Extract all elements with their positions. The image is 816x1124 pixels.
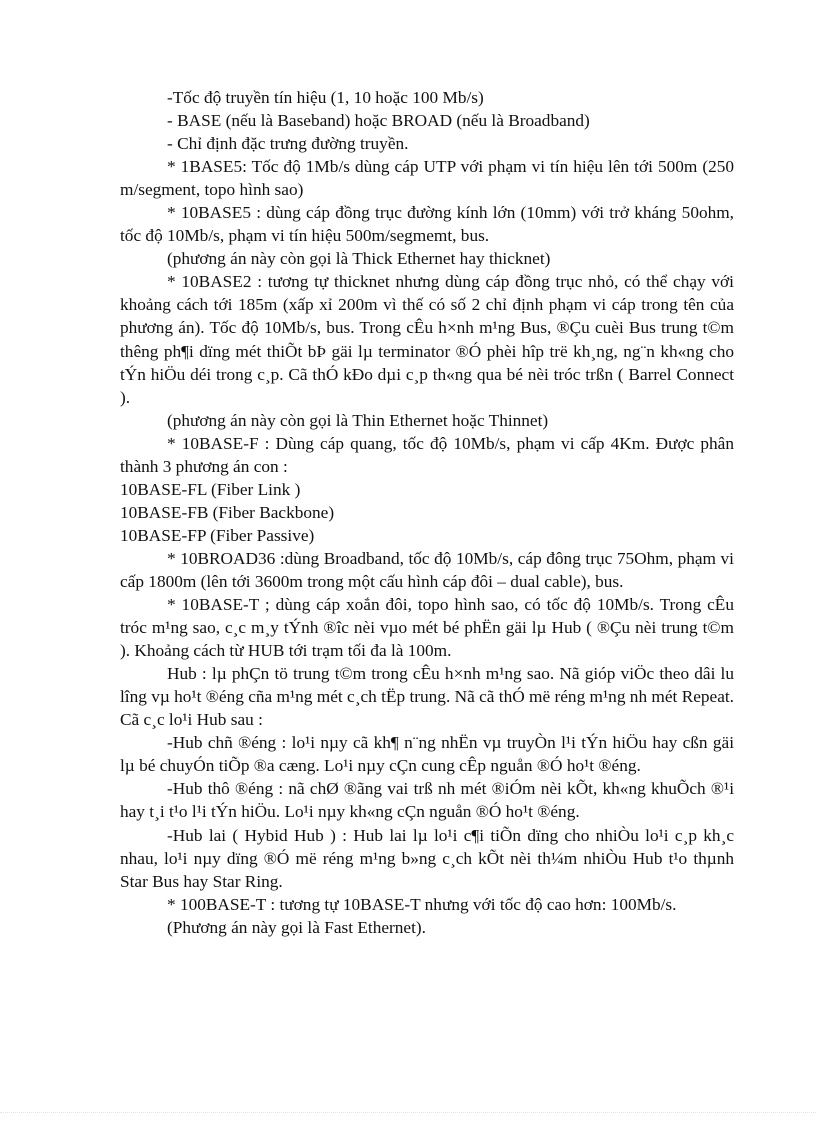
paragraph: * 10BASE2 : tương tự thicknet nhưng dùng cáp đồng trục nhỏ, có thể chạy với khoảng cách tới 185m (xấp xỉ 200m vì thế có số 2 chỉ định phạm vi cáp trong tên của phương án). Tốc độ 10Mb/s, bus. Trong cÊu h×nh m¹ng Bus, ®Çu cuèi Bus trung t©m thêng ph¶i dïng mét thiÕt bÞ gäi lµ terminator ®Ó phèi hîp trë kh¸ng, ng¨n kh«ng cho tÝn hiÖu déi trong c¸p. Cã thÓ kÐo dµi c¸p th«ng qua bé nèi tróc trßn ( Barrel Connect ). bbox=[120, 272, 734, 407]
list-item: 10BASE-FB (Fiber Backbone) bbox=[120, 502, 335, 522]
paragraph: (phương án này còn gọi là Thick Ethernet hay thicknet) bbox=[167, 249, 551, 269]
list-item: 10BASE-FP (Fiber Passive) bbox=[120, 525, 315, 545]
paragraph: * 10BASE-T ; dùng cáp xoắn đôi, topo hình sao, có tốc độ 10Mb/s. Trong cÊu tróc m¹ng sao, c¸c m¸y tÝnh ®îc nèi vµo mét bé phËn gäi lµ Hub ( ®Çu nèi trung t©m ). Khoảng cách từ HUB tới trạm tối đa là 100m. bbox=[120, 595, 734, 661]
paragraph: * 1BASE5: Tốc độ 1Mb/s dùng cáp UTP với phạm vi tín hiệu lên tới 500m (250 m/segment, topo hình sao) bbox=[120, 157, 734, 200]
paragraph: -Tốc độ truyền tín hiệu (1, 10 hoặc 100 Mb/s) bbox=[167, 88, 484, 107]
paragraph: * 100BASE-T : tương tự 10BASE-T nhưng với tốc độ cao hơn: 100Mb/s. bbox=[167, 894, 677, 914]
paragraph: -Hub lai ( Hybid Hub ) : Hub lai lµ lo¹i c¶i tiÕn dïng cho nhiÒu lo¹i c¸p kh¸c nhau, lo¹i nµy dïng ®Ó më réng m¹ng b»ng c¸ch kÕt nèi th¼m nhiÒu Hub t¹o thµnh Star Bus hay Star Ring. bbox=[120, 825, 734, 891]
paragraph: -Hub thô ®éng : nã chØ ®ãng vai trß nh mét ®iÓm nèi kÕt, kh«ng khuÕch ®¹i hay t¸i t¹o l¹i tÝn hiÖu. Lo¹i nµy kh«ng cÇn nguån ®Ó ho¹t ®éng. bbox=[120, 779, 734, 822]
paragraph: (Phương án này gọi là Fast Ethernet). bbox=[167, 917, 426, 937]
paragraph: Hub : lµ phÇn tö trung t©m trong cÊu h×nh m¹ng sao. Nã gióp viÖc theo dâi lu lîng vµ ho¹t ®éng cña m¹ng mét c¸ch tËp trung. Nã cã thÓ më réng m¹ng nh mét Repeat. Cã c¸c lo¹i Hub sau : bbox=[120, 664, 734, 730]
paragraph: * 10BASE-F : Dùng cáp quang, tốc độ 10Mb/s, phạm vi cấp 4Km. Được phân thành 3 phương án con : bbox=[120, 433, 734, 476]
body-text bbox=[120, 86, 734, 939]
paragraph: - Chỉ định đặc trưng đường truyền. bbox=[167, 134, 409, 154]
paragraph: -Hub chñ ®éng : lo¹i nµy cã kh¶ n¨ng nhËn vµ truyÒn l¹i tÝn hiÖu hay cßn gäi lµ bé chuyÓn tiÕp ®a cæng. Lo¹i nµy cÇn cung cÊp nguån ®Ó ho¹t ®éng. bbox=[120, 733, 734, 776]
paragraph: - BASE (nếu là Baseband) hoặc BROAD (nếu là Broadband) bbox=[167, 111, 590, 131]
paragraph: (phương án này còn gọi là Thin Ethernet hoặc Thinnet) bbox=[167, 410, 549, 430]
list-item: 10BASE-FL (Fiber Link ) bbox=[120, 479, 301, 499]
paragraph: * 10BASE5 : dùng cáp đồng trục đường kính lớn (10mm) với trở kháng 50ohm, tốc độ 10Mb/s, phạm vi tín hiệu 500m/segmemt, bus. bbox=[120, 203, 734, 246]
page-edge-divider bbox=[0, 1112, 816, 1124]
paragraph: * 10BROAD36 :dùng Broadband, tốc độ 10Mb/s, cáp đông trục 75Ohm, phạm vi cấp 1800m (lên tới 3600m trong một cấu hình cáp đôi – dual cable), bus. bbox=[120, 548, 734, 591]
